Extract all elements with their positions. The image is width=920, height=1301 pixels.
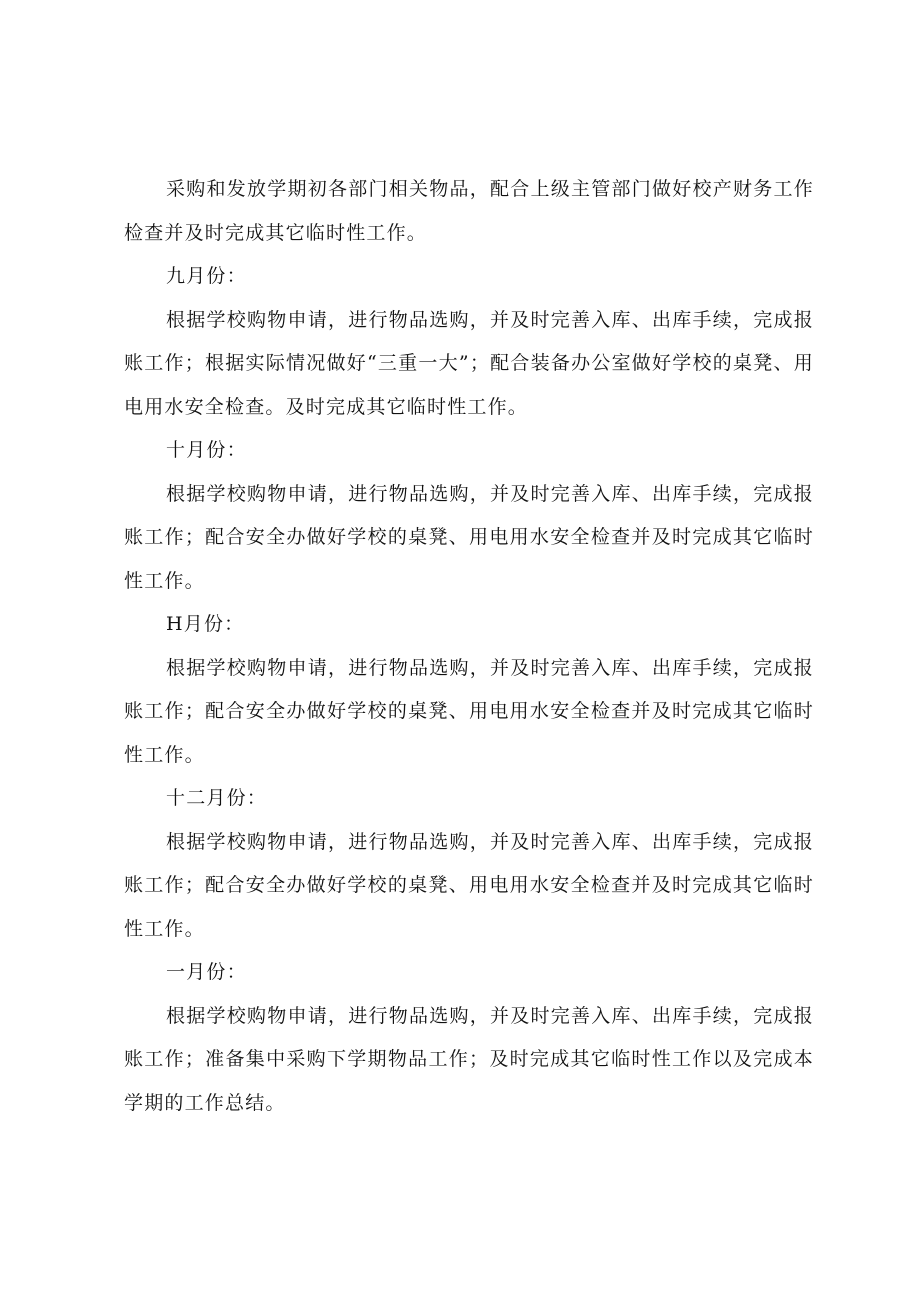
month-heading-january: 一月份： (166, 961, 247, 983)
month-heading-october: 十月份： (166, 439, 247, 461)
month-heading-september: 九月份： (166, 265, 247, 287)
paragraph-december: 根据学校购物申请，进行物品选购，并及时完善入库、出库手续，完成报账工作；配合安全办做好学校的桌凳、用电用水安全检查并及时完成其它临时性工作。 (124, 830, 814, 940)
paragraph-october: 根据学校购物申请，进行物品选购，并及时完善入库、出库手续，完成报账工作；配合安全办做好学校的桌凳、用电用水安全检查并及时完成其它临时性工作。 (124, 482, 814, 592)
month-heading-december: 十二月份： (166, 787, 268, 809)
paragraph-january: 根据学校购物申请，进行物品选购，并及时完善入库、出库手续，完成报账工作；准备集中采购下学期物品工作；及时完成其它临时性工作以及完成本学期的工作总结。 (124, 1004, 814, 1114)
intro-paragraph: 采购和发放学期初各部门相关物品，配合上级主管部门做好校产财务工作检查并及时完成其它临时性工作。 (124, 178, 814, 244)
paragraph-september: 根据学校购物申请，进行物品选购，并及时完善入库、出库手续，完成报账工作；根据实际情况做好“三重一大”；配合装备办公室做好学校的桌凳、用电用水安全检查。及时完成其它临时性工作。 (124, 308, 814, 418)
document-body (124, 168, 814, 1125)
month-heading-november: H月份： (166, 613, 245, 635)
paragraph-november: 根据学校购物申请，进行物品选购，并及时完善入库、出库手续，完成报账工作；配合安全办做好学校的桌凳、用电用水安全检查并及时完成其它临时性工作。 (124, 656, 814, 766)
